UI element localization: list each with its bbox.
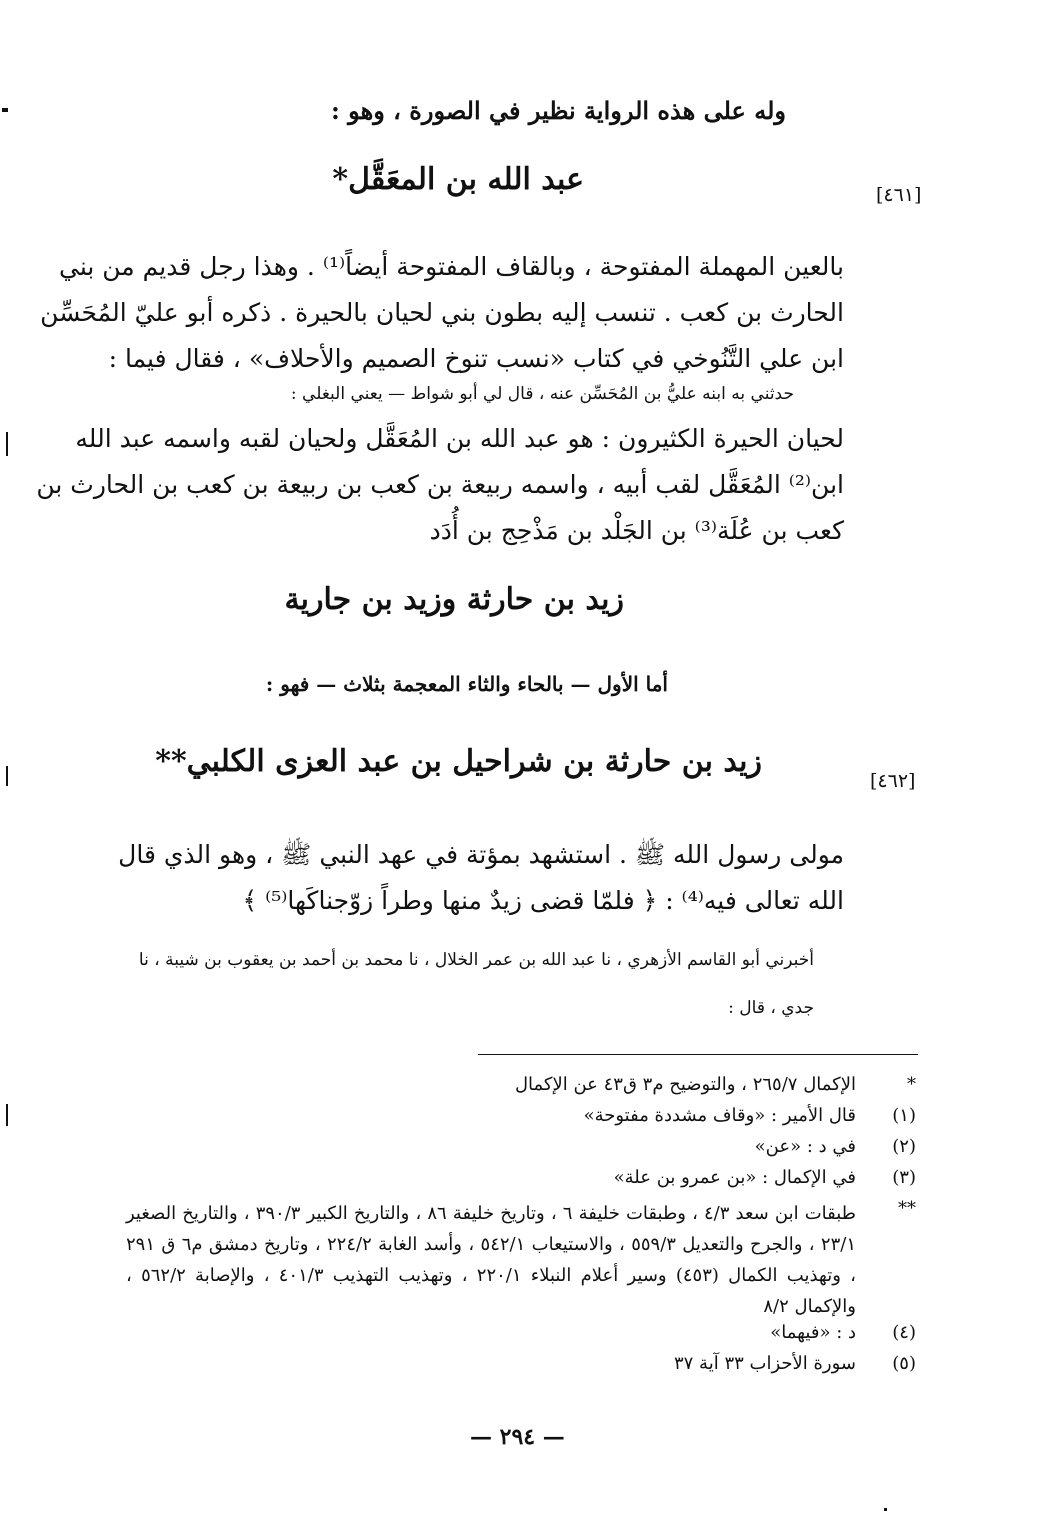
footnote-text: سورة الأحزاب ٣٣ آية ٣٧ <box>673 1353 856 1374</box>
paragraph-line: الله تعالى فيه⁽⁴⁾ : ﴿ فلمّا قضى زيدٌ منها وطراً زوّجناكَها⁽⁵⁾ ﴾ <box>242 886 844 915</box>
footnote <box>116 1136 916 1167</box>
footnote-text: د : «فيهما» <box>770 1322 856 1343</box>
footnote-separator <box>478 1054 918 1055</box>
footnote-mark: (٤) <box>892 1322 916 1343</box>
footnote-mark: (٥) <box>892 1353 916 1374</box>
isnad-line: أخبرني أبو القاسم الأزهري ، نا عبد الله بن عمر الخلال ، نا محمد بن أحمد بن يعقوب بن شيبة ، نا <box>138 950 814 970</box>
footnote-mark: ** <box>898 1198 916 1219</box>
scan-mark <box>884 1508 887 1511</box>
scan-mark <box>6 432 8 456</box>
paragraph <box>114 832 844 924</box>
isnad-line: جدي ، قال : <box>728 998 814 1018</box>
paragraph <box>36 416 844 554</box>
paragraph-line: مولى رسول الله ﷺ . استشهد بمؤتة في عهد النبي ﷺ ، وهو الذي قال <box>118 840 844 869</box>
entry-title: زيد بن حارثة بن شراحيل بن عبد العزى الكلبي** <box>155 744 762 779</box>
scan-mark <box>6 766 8 786</box>
footnote-text: الإكمال ٢٦٥/٧ ، والتوضيح م٣ ق٤٣ عن الإكمال <box>514 1074 856 1095</box>
paragraph-line: بالعين المهملة المفتوحة ، وبالقاف المفتوحة أيضاً⁽¹⁾ . وهذا رجل قديم من بني <box>58 252 844 281</box>
paragraph-line: الحارث بن كعب . تنسب إليه بطون بني لحيان بالحيرة . ذكره أبو عليّ المُحَسِّن <box>40 298 844 327</box>
scan-mark <box>2 108 8 112</box>
footnote <box>116 1198 916 1322</box>
footnote-mark: (٣) <box>892 1167 916 1188</box>
footnote-text: طبقات ابن سعد ٤/٣ ، وطبقات خليفة ٦ ، وتاريخ خليفة ٨٦ ، والتاريخ الكبير ٣٩٠/٣ ، والتاريخ الصغير ٢٣/١ ، والجرح والتعديل ٥٥٩/٣ ، والاستيعاب ٥٤٢/١ ، وأسد الغابة ٢٢٤/٢ ، وتاريخ دمشق م٦ ق ٢٩١ ، وتهذيب الكمال (٤٥٣) وسير أعلام النبلاء ٢٢٠/١ ، وتهذيب التهذيب ٤٠١/٣ ، والإصابة ٥٦٢/٢ ، والإكمال ٨/٢ <box>126 1203 856 1317</box>
entry-title: عبد الله بن المعَقَّل* <box>332 162 584 197</box>
footnote <box>116 1105 916 1136</box>
scan-mark <box>6 1104 8 1126</box>
entry-number: [٤٦٢] <box>870 770 916 792</box>
section-title: زيد بن حارثة وزيد بن جارية <box>284 582 624 617</box>
footnote-mark: (١) <box>892 1105 916 1126</box>
footnote <box>116 1353 916 1384</box>
entry-number: [٤٦١] <box>876 184 922 206</box>
intro-line: وله على هذه الرواية نظير في الصورة ، وهو : <box>330 96 786 125</box>
paragraph <box>40 244 844 382</box>
paragraph-line: ابن علي التَّنُوخي في كتاب «نسب تنوخ الصميم والأحلاف» ، فقال فيما : <box>108 344 844 373</box>
isnad-line: حدثني به ابنه عليُّ بن المُحَسِّن عنه ، قال لي أبو شواط — يعني البغلي : <box>290 384 794 404</box>
paragraph-line: كعب بن عُلَة⁽³⁾ بن الجَلْد بن مَذْحِج بن أُدَد <box>429 516 844 545</box>
footnote <box>116 1074 916 1105</box>
paragraph-line: ابن⁽²⁾ المُعَقَّل لقب أبيه ، واسمه ربيعة بن كعب بن ربيعة بن كعب بن الحارث بن <box>36 470 844 499</box>
section-subtitle: أما الأول — بالحاء والثاء المعجمة بثلاث — فهو : <box>265 672 668 696</box>
footnote-text: في د : «عن» <box>754 1136 856 1157</box>
footnote-text: في الإكمال : «بن عمرو بن علة» <box>613 1167 856 1188</box>
footnote <box>116 1167 916 1198</box>
footnote-mark: * <box>907 1074 916 1095</box>
footnote-text: قال الأمير : «وقاف مشددة مفتوحة» <box>583 1105 856 1126</box>
footnote <box>116 1322 916 1353</box>
paragraph-line: لحيان الحيرة الكثيرون : هو عبد الله بن المُعَقَّل ولحيان لقبه واسمه عبد الله <box>75 424 844 453</box>
footnotes <box>116 1074 916 1384</box>
footnote-mark: (٢) <box>892 1136 916 1157</box>
page-number: — ٢٩٤ — <box>470 1424 565 1450</box>
